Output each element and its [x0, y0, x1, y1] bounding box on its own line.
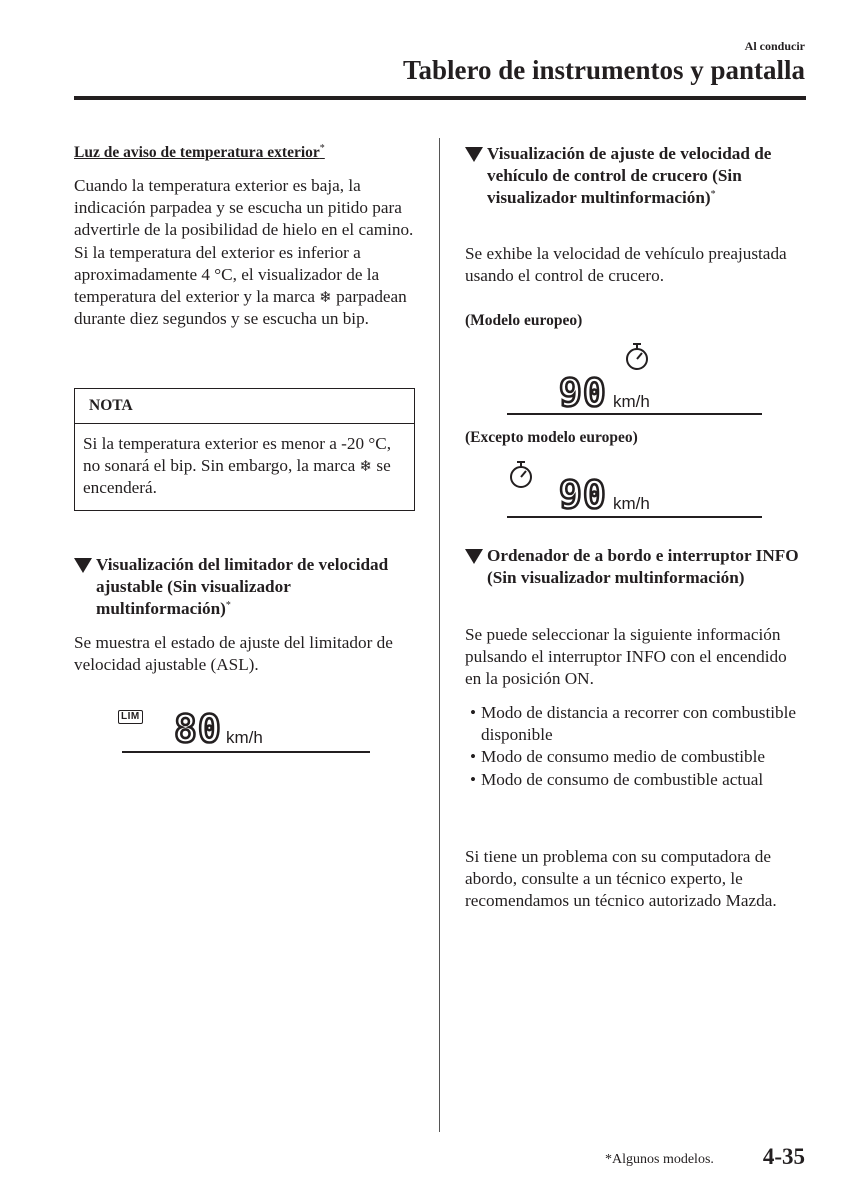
euro-speed-digits	[559, 374, 611, 410]
non-euro-cruise-display	[505, 456, 765, 522]
warning-heading: Luz de aviso de temperatura exterior*	[74, 143, 325, 161]
trip-closing-text: Si tiene un problema con su computadora de abordo, consulte a un técnico experto, le recomendamos un técnico autorizado Mazda.	[465, 847, 777, 911]
non-euro-label-block	[465, 428, 807, 448]
asl-display-rule	[122, 751, 370, 753]
non-euro-speed-digits	[559, 476, 611, 512]
cruise-control-icon	[621, 340, 653, 374]
bullet-mark: •	[470, 769, 477, 789]
triangle-marker-icon	[465, 147, 483, 162]
page-title: Tablero de instrumentos y pantalla	[402, 55, 805, 85]
warning-paragraph-1: Cuando la temperatura exterior es baja, la indicación parpadea y se escucha un pitido para advertirle de la posibilidad de hielo en el camino.	[74, 176, 414, 240]
modes-list-block	[465, 702, 807, 791]
triangle-marker-icon	[74, 558, 92, 573]
euro-speed-value: 90	[559, 374, 607, 410]
warning-paragraph-2: Si la temperatura del exterior es inferior a aproximadamente 4 °C, el visualizador de la temperatura del exterior y la marca ❄ parpadean durante diez segundos y se escucha un bip.	[74, 242, 407, 329]
note-title: NOTA	[75, 389, 414, 424]
cruise-heading: Visualización de ajuste de velocidad de vehículo de control de crucero (Sin visualizador multinformación)*	[465, 143, 807, 209]
euro-display-rule	[507, 413, 762, 415]
non-euro-display-rule	[507, 516, 762, 518]
asl-speed-unit: km/h	[226, 728, 263, 747]
list-item: • Modo de distancia a recorrer con combustible disponible	[470, 703, 796, 745]
asl-text: Se muestra el estado de ajuste del limitador de velocidad ajustable (ASL).	[74, 633, 393, 675]
bullet-mark: •	[470, 747, 477, 767]
note-box	[74, 388, 415, 511]
bullet-mark: •	[470, 703, 477, 722]
trip-closing-block	[465, 846, 807, 913]
euro-label-block	[465, 311, 807, 331]
warning-heading-block	[74, 143, 416, 163]
asl-heading: Visualización del limitador de velocidad ajustable (Sin visualizador multinformación)*	[74, 554, 416, 620]
triangle-marker-icon	[465, 549, 483, 564]
modes-list	[465, 702, 807, 791]
warning-paragraphs	[74, 175, 416, 330]
asl-text-block	[74, 632, 416, 676]
cruise-control-icon	[505, 458, 537, 492]
non-euro-speed-value: 90	[559, 476, 607, 512]
non-euro-model-label: (Excepto modelo europeo)	[465, 429, 638, 446]
euro-model-label: (Modelo europeo)	[465, 312, 583, 329]
snowflake-icon: ❄	[319, 288, 332, 307]
euro-cruise-display	[505, 340, 765, 420]
trip-heading-block	[465, 545, 807, 589]
list-item: • Modo de consumo medio de combustible	[465, 746, 807, 768]
footnote-star: *	[225, 600, 231, 611]
cruise-heading-block	[465, 143, 807, 209]
page-number: 4-35	[762, 1144, 805, 1169]
asl-display	[118, 706, 378, 756]
trip-heading: Ordenador de a bordo e interruptor INFO (Sin visualizador multinformación)	[465, 545, 807, 589]
note-body	[75, 424, 414, 510]
non-euro-speed-unit: km/h	[613, 494, 650, 513]
list-item: • Modo de consumo de combustible actual	[465, 769, 807, 791]
cruise-text: Se exhibe la velocidad de vehículo preajustada usando el control de crucero.	[465, 244, 787, 286]
column-divider	[439, 138, 440, 1132]
cruise-text-block	[465, 243, 807, 287]
asl-speed-value: 80	[174, 712, 222, 746]
note-text: Si la temperatura exterior es menor a -20 °C, no sonará el bip. Sin embargo, la marca ❄ se encenderá.	[83, 434, 392, 498]
snowflake-icon: ❄	[359, 457, 373, 476]
trip-text: Se puede seleccionar la siguiente información pulsando el interruptor INFO con el encendido en la posición ON.	[465, 625, 787, 689]
footnote-star: *	[710, 189, 716, 200]
euro-speed-unit: km/h	[613, 392, 650, 411]
footnote-star: *	[319, 143, 325, 154]
lim-icon: LIM	[118, 710, 143, 724]
asl-speed-digits	[174, 712, 224, 746]
title-rule	[74, 96, 806, 100]
section-label: Al conducir	[744, 39, 805, 53]
trip-text-block	[465, 624, 807, 691]
footnote-text: *Algunos modelos.	[605, 1152, 714, 1167]
asl-heading-block	[74, 554, 416, 620]
